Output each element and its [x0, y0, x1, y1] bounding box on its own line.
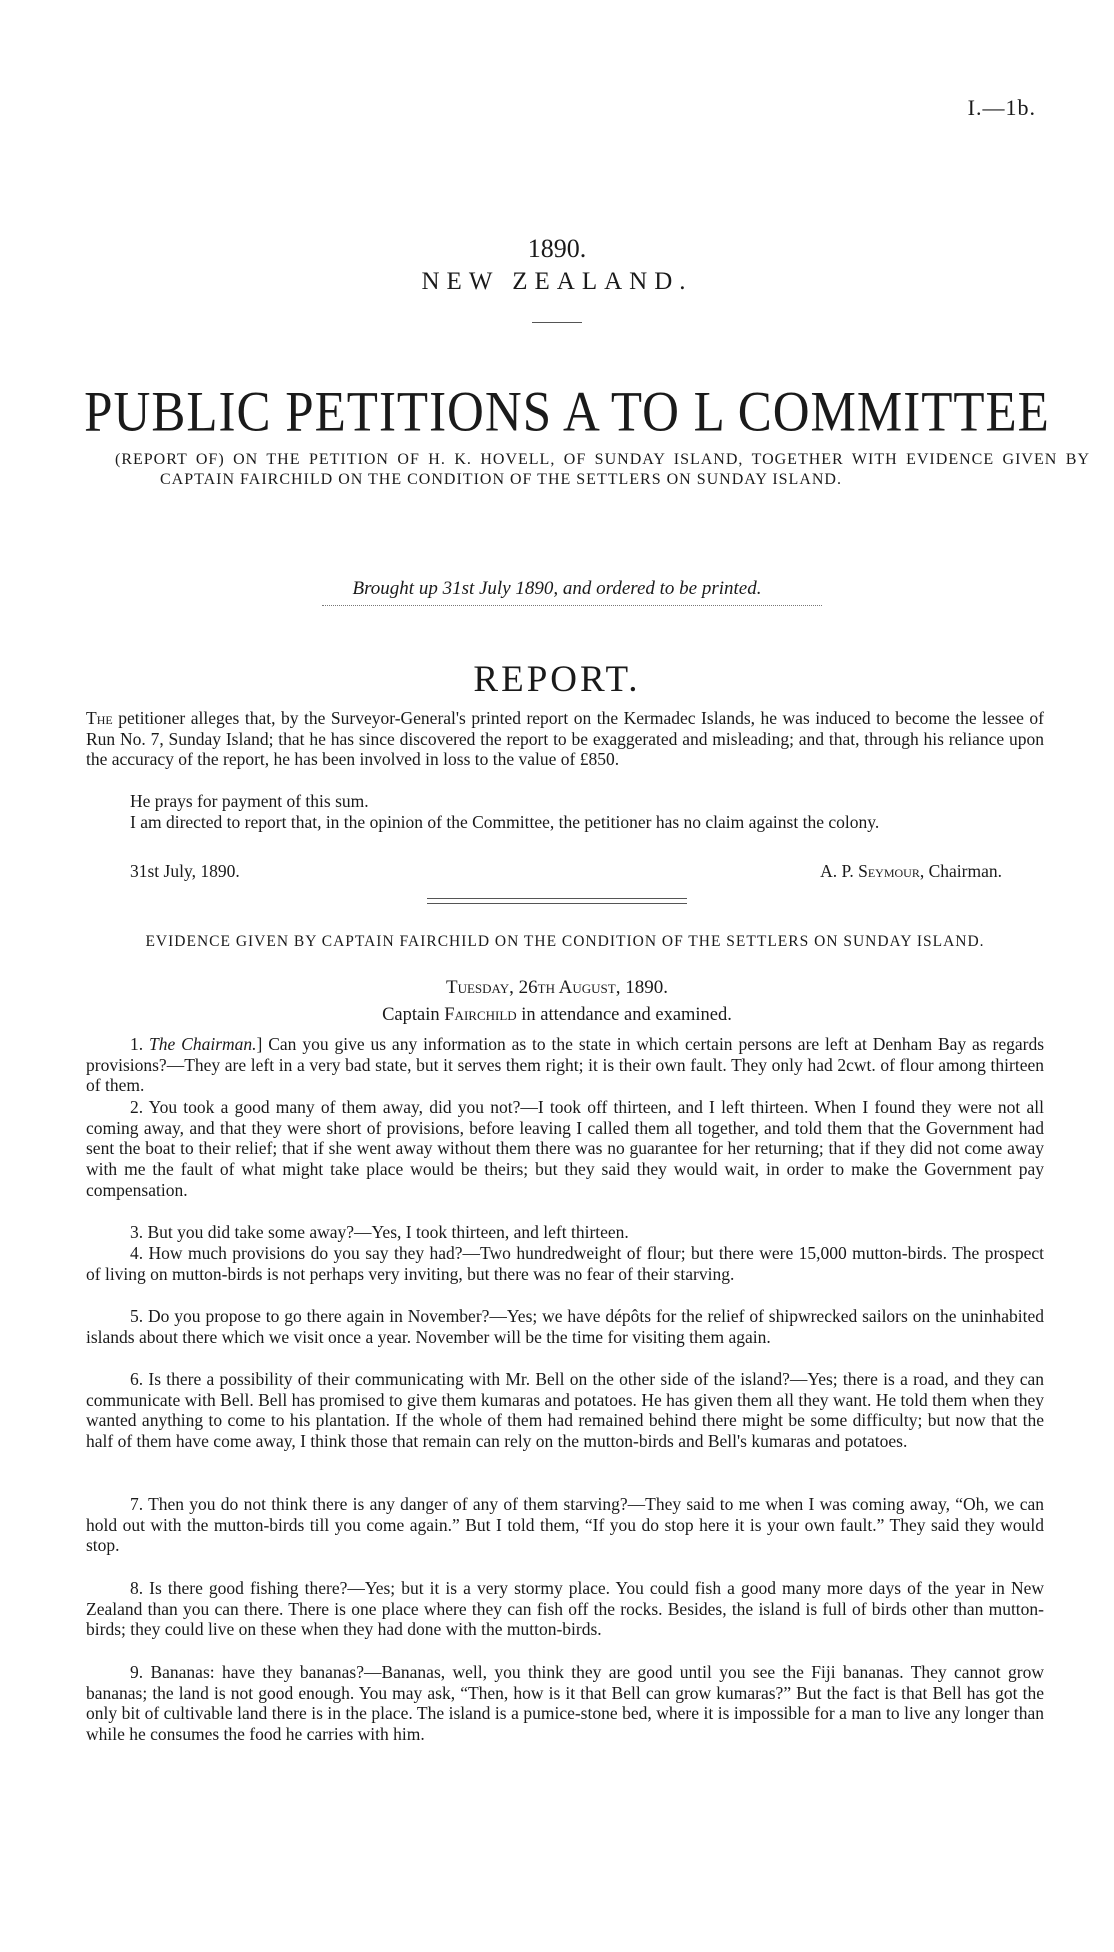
report-signature [820, 861, 1002, 882]
question-4: 4. How much provisions do you say they had?—Two hundredweight of flour; but there were 15,000 mutton-birds. The prospect of living on mutton-birds is not perhaps very inviting, but there was no fear of their starving. [86, 1243, 1044, 1284]
signature-role: , Chairman. [919, 861, 1002, 881]
report-paragraph-3: I am directed to report that, in the opinion of the Committee, the petitioner has no claim against the colony. [130, 812, 880, 832]
question-7: 7. Then you do not think there is any danger of any of them starving?—They said to me when I was coming away, “Oh, we can hold out with the mutton-birds till you come again.” But I told them, “If you do stop here it is your own fault.” They said they would stop. [86, 1494, 1044, 1556]
attendance-line [0, 1005, 1114, 1026]
question-1-number: 1. [130, 1034, 150, 1054]
attendance-post: in attendance and examined. [516, 1005, 732, 1025]
evidence-date: Tuesday, 26th August, 1890. [446, 977, 668, 998]
question-5: 5. Do you propose to go there again in November?—Yes; we have dépôts for the relief of shipwrecked sailors on the uninhabited islands about there which we visit once a year. November will be the time for visiting them again. [86, 1306, 1044, 1347]
question-3: 3. But you did take some away?—Yes, I took thirteen, and left thirteen. [130, 1222, 629, 1242]
question-1 [86, 1034, 1044, 1096]
report-paragraph-1 [86, 708, 1044, 770]
question-2: 2. You took a good many of them away, did you not?—I took off thirteen, and I left thirteen. When I found they were not all coming away, and that they were short of provisions, before leaving I called them all together, and told them that the Government had sent the boat to their relief; that if she went away without them there was no guarantee for her returning; that if they did not come away with me the fault of what might take place would be theirs; but they said they would wait, in order to make the Government pay compensation. [86, 1097, 1044, 1200]
lead-word: The [86, 708, 113, 728]
report-paragraph-1-text: petitioner alleges that, by the Surveyor-General's printed report on the Kermadec Islands, he was induced to become the lessee of Run No. 7, Sunday Island; that he has since discovered the report to be exaggerated and misleading; and that, through his reliance upon the accuracy of the report, he has been involved in loss to the value of £850. [86, 708, 1044, 770]
divider-double-bottom [427, 903, 687, 904]
country-heading: NEW ZEALAND. [421, 268, 693, 295]
question-9: 9. Bananas: have they bananas?—Bananas, well, you think they are good until you see the Fiji bananas. They cannot grow bananas; the land is not good enough. You may ask, “Then, how is it that Bell can grow kumaras?” But the fact is that Bell has got the only bit of cultivable land there is in the place. The island is a pumice-stone bed, where it is impossible for a man to live any longer than while he consumes the food he carries with him. [86, 1662, 1044, 1745]
question-1-text: ] Can you give us any information as to the state in which certain persons are left at Denham Bay as regards provisions?—They are left in a very bad state, but it serves them right; it is their own fault. They only had 2cwt. of flour among thirteen of them. [86, 1034, 1044, 1096]
question-1-speaker: The Chairman. [149, 1034, 257, 1054]
attendance-name: Fairchild [444, 1005, 517, 1025]
divider-double-top [427, 898, 687, 899]
report-date: 31st July, 1890. [130, 861, 240, 881]
document-reference: I.—1b. [967, 95, 1036, 120]
report-heading: REPORT. [473, 659, 641, 700]
brought-up-note: Brought up 31st July 1890, and ordered to be printed. [352, 578, 762, 599]
evidence-heading: EVIDENCE GIVEN BY CAPTAIN FAIRCHILD ON THE CONDITION OF THE SETTLERS ON SUNDAY ISLAND. [145, 933, 985, 950]
page-subtitle: (REPORT OF) ON THE PETITION OF H. K. HOVELL, OF SUNDAY ISLAND, TOGETHER WITH EVIDENCE GIVEN BY CAPTAIN FAIRCHILD ON THE CONDITION OF THE SETTLERS ON SUNDAY ISLAND. [115, 451, 1090, 488]
divider-short [532, 322, 582, 323]
document-year: 1890. [527, 234, 587, 263]
report-paragraph-2: He prays for payment of this sum. [130, 791, 369, 811]
signature-initials: A. P. [820, 861, 859, 881]
attendance-pre: Captain [382, 1005, 445, 1025]
question-6: 6. Is there a possibility of their communicating with Mr. Bell on the other side of the island?—Yes; there is a road, and they can communicate with Bell. Bell has promised to give them kumaras and potatoes. He has given them all they want. He told them when they wanted anything to come to his plantation. If the whole of them had remained behind there might be some difficulty; but now that the half of them have come away, I think those that remain can rely on the mutton-birds and Bell's kumaras and potatoes. [86, 1369, 1044, 1452]
divider-dotted [322, 605, 822, 606]
signature-name: Seymour [858, 861, 920, 881]
question-8: 8. Is there good fishing there?—Yes; but it is a very stormy place. You could fish a good many more days of the year in New Zealand than you can there. There is one place where they can fish off the rocks. Besides, the island is full of birds other than mutton-birds; they could live on these when they had done with the mutton-birds. [86, 1578, 1044, 1640]
page-title: PUBLIC PETITIONS A TO L COMMITTEE [84, 381, 1050, 444]
